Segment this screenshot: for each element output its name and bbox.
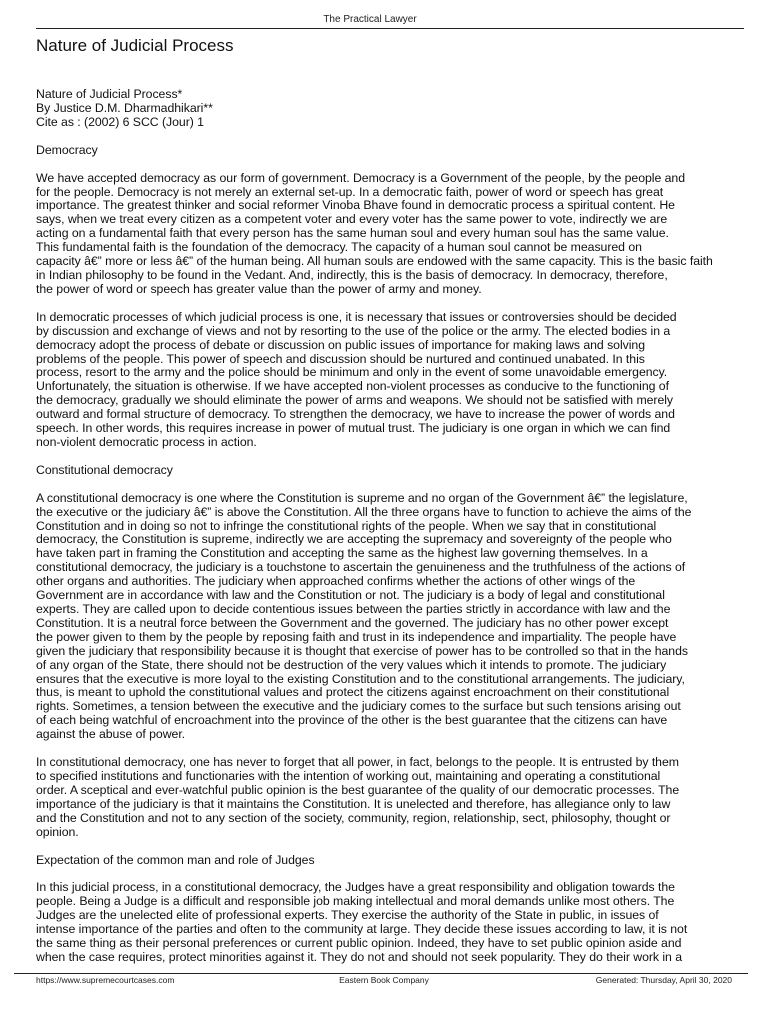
paragraph-line: intense importance of the parties and often to the community at large. They decide these issues according to law, it is not <box>36 922 688 937</box>
paragraph-line: the executive or the judiciary â€” is above the Constitution. All the three organs have to function to achieve the aims of the <box>36 504 692 519</box>
paragraph-line: Constitution. It is a neutral force between the Government and the governed. The judiciary has no other power except <box>36 615 669 630</box>
citation-line: By Justice D.M. Dharmadhikari** <box>36 100 213 115</box>
paragraph-line: the same thing as their personal preferences or current public opinion. Indeed, they have to set public opinion aside and <box>36 936 682 951</box>
paragraph-line: democracy, the Constitution is supreme, indirectly we are accepting the supremacy and sovereignty of the people who <box>36 532 672 547</box>
section-heading: Democracy <box>36 142 98 157</box>
paragraph-spacer <box>36 742 766 756</box>
paragraph-line: of any organ of the State, there should not be destruction of the very values which it intends to promote. The judiciary <box>36 657 667 672</box>
paragraph-line: the power given to them by the people by reposing faith and trust in its independence and impartiality. The people have <box>36 629 677 644</box>
paragraph-line: rights. Sometimes, a tension between the executive and the judiciary comes to the surface but such tensions arising out <box>36 699 681 714</box>
footer-url: https://www.supremecourtcases.com <box>36 975 175 985</box>
paragraph-line: A constitutional democracy is one where the Constitution is supreme and no organ of the Government â€” the legislature, <box>36 490 688 505</box>
footer-generated-date: Generated: Thursday, April 30, 2020 <box>595 975 732 985</box>
paragraph-line: experts. They are called upon to decide contentious issues between the parties strictly in accordance with law and the <box>36 602 671 616</box>
paragraph-line: non-violent democratic process in action. <box>36 434 257 449</box>
paragraph-spacer <box>36 297 766 311</box>
paragraph-line: given the judiciary that responsibility because it is thought that exercise of power has to be controlled so that in the hands <box>36 643 688 658</box>
paragraph-spacer <box>36 867 766 881</box>
paragraph-line: acting on a fundamental faith that every person has the same human soul and every human soul has the same value. <box>36 226 669 241</box>
paragraph-line: constitutional democracy, the judiciary is a touchstone to ascertain the genuineness and the truthfulness of the actions of <box>36 560 686 575</box>
paragraph-line: for the people. Democracy is not merely an external set-up. In a democratic faith, power of word or speech has great <box>36 184 664 199</box>
paragraph-line: when the case requires, protect minorities against it. They do not and should not seek popularity. They do their work in a <box>36 949 683 964</box>
running-header: The Practical Lawyer <box>323 14 417 25</box>
document-title: Nature of Judicial Process <box>36 36 234 55</box>
paragraph-line: importance. The greatest thinker and social reformer Vinoba Bhave found in democratic process a spiritual content. He <box>36 198 675 213</box>
paragraph-line: against the abuse of power. <box>36 727 186 742</box>
paragraph-line: process, resort to the army and the police should be minimum and only in the event of some unavoidable emergency. <box>36 365 668 380</box>
paragraph-line: the power of word or speech has greater value than the power of army and money. <box>36 281 482 296</box>
citation-line: Nature of Judicial Process* <box>36 88 183 101</box>
paragraph-line: We have accepted democracy as our form of government. Democracy is a Government of the people, by the people and <box>36 170 685 185</box>
paragraph-line: This fundamental faith is the foundation of the democracy. The capacity of a human soul cannot be measured on <box>36 240 642 255</box>
page-footer <box>36 975 732 987</box>
paragraph-line: Government are in accordance with law and the Constitution or not. The judiciary is a body of legal and constitutional <box>36 588 665 603</box>
paragraph-line: in Indian philosophy to be found in the Vedant. And, indirectly, this is the basis of democracy. In democracy, therefore, <box>36 267 668 282</box>
paragraph-line: capacity â€” more or less â€” of the human being. All human souls are endowed with the same capacity. This is the basic faith <box>36 254 713 269</box>
paragraph-line: order. A sceptical and ever-watchful public opinion is the best guarantee of the quality of our democratic processes. The <box>36 782 680 797</box>
section-heading: Constitutional democracy <box>36 462 173 477</box>
paragraph-spacer <box>36 450 766 464</box>
footer-divider <box>14 973 748 974</box>
paragraph-spacer <box>36 840 766 854</box>
paragraph-line: to specified institutions and functionaries with the intention of working out, maintaining and operating a constitutional <box>36 768 661 783</box>
paragraph-line: importance of the judiciary is that it maintains the Constitution. It is unelected and therefore, has allegiance only to law <box>36 796 671 811</box>
paragraph-spacer <box>36 158 766 172</box>
footer-publisher: Eastern Book Company <box>339 975 429 985</box>
paragraph-line: of each being watchful of encroachment into the province of the other is the best guarantee that the citizens can have <box>36 713 668 728</box>
document-body <box>36 88 766 974</box>
citation-line: Cite as : (2002) 6 SCC (Jour) 1 <box>36 114 204 129</box>
paragraph-line: problems of the people. This power of speech and discussion should be nurtured and continued unabated. In this <box>36 351 645 366</box>
header-divider <box>36 28 744 29</box>
paragraph-line: In this judicial process, in a constitutional democracy, the Judges have a great responsibility and obligation towards the <box>36 880 675 895</box>
paragraph-line: other organs and authorities. The judiciary when approached confirms whether the actions of other wings of the <box>36 574 636 589</box>
paragraph-line: In democratic processes of which judicial process is one, it is necessary that issues or controversies should be decided <box>36 309 677 324</box>
paragraph-line: Unfortunately, the situation is otherwise. If we have accepted non-violent processes as conducive to the functioning of <box>36 379 669 394</box>
paragraph-line: opinion. <box>36 824 79 839</box>
paragraph-line: speech. In other words, this requires increase in power of mutual trust. The judiciary is one organ in which we can find <box>36 421 671 436</box>
paragraph-line: thus, is meant to uphold the constitutional values and protect the citizens against encroachment on their constitutional <box>36 685 670 700</box>
paragraph-line: outward and formal structure of democracy. To strengthen the democracy, we have to increase the power of words and <box>36 407 675 422</box>
paragraph-line: democracy adopt the process of debate or discussion on public issues of importance for making laws and solving <box>36 337 645 352</box>
paragraph-line: by discussion and exchange of views and not by resorting to the use of the police or the army. The elected bodies in a <box>36 323 671 338</box>
section-heading: Expectation of the common man and role of Judges <box>36 852 315 867</box>
paragraph-line: Constitution and in doing so not to infringe the constitutional rights of the people. When we say that in constitutional <box>36 518 657 533</box>
paragraph-spacer <box>36 478 766 492</box>
paragraph-line: Judges are the unelected elite of professional experts. They exercise the authority of the State in public, in issues of <box>36 908 659 923</box>
paragraph-line: and the Constitution and not to any section of the society, community, region, relationship, sect, philosophy, thought or <box>36 810 671 825</box>
paragraph-spacer <box>36 130 766 144</box>
paragraph-line: ensures that the executive is more loyal to the existing Constitution and to the constitutional arrangements. The judiciary, <box>36 671 685 686</box>
paragraph-line: people. Being a Judge is a difficult and responsible job making intellectual and moral demands unlike most others. The <box>36 894 675 909</box>
paragraph-line: says, when we treat every citizen as a competent voter and every voter has the same power to vote, indirectly we are <box>36 212 668 227</box>
paragraph-line: the democracy, gradually we should eliminate the power of arms and weapons. We should not be satisfied with merely <box>36 393 674 408</box>
paragraph-line: have taken part in framing the Constitution and accepting the same as the highest law governing themselves. In a <box>36 546 648 561</box>
paragraph-line: In constitutional democracy, one has never to forget that all power, in fact, belongs to the people. It is entrusted by them <box>36 755 679 770</box>
